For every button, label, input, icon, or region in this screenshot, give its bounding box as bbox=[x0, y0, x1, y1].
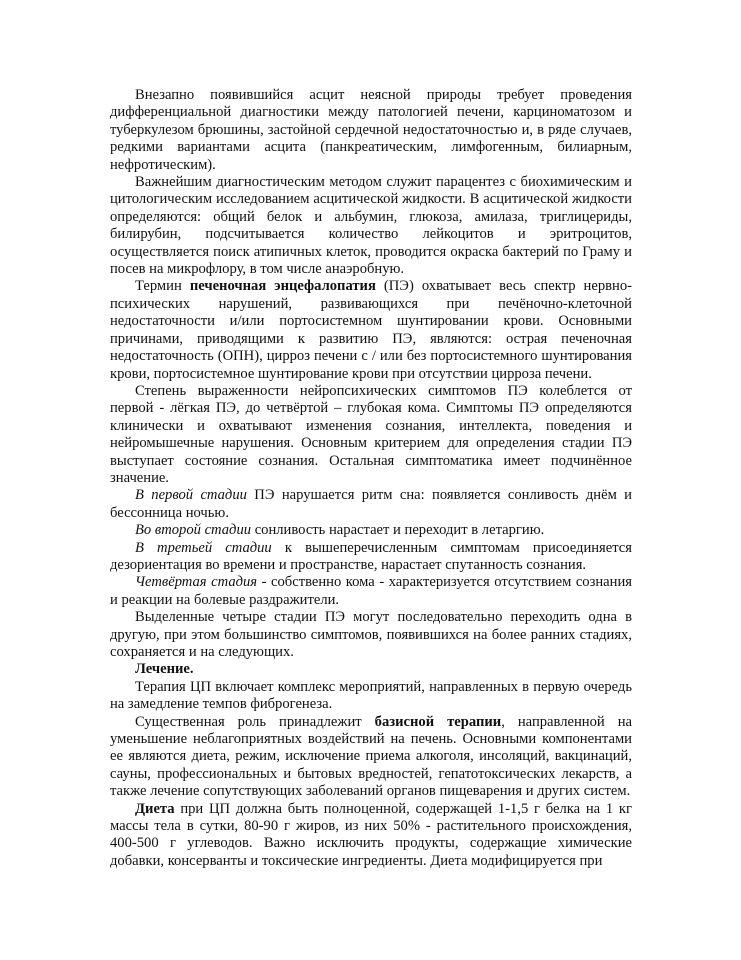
paragraph-stage-transition: Выделенные четыре стадии ПЭ могут последовательно переходить одна в другую, при этом большинство симптомов, появившихся на более ранних стадиях, сохраняется и на следующих. bbox=[110, 609, 632, 660]
italic-stage-four: Четвёртая стадия bbox=[135, 574, 258, 591]
paragraph-paracentesis: Важнейшим диагностическим методом служит парацентез с биохимическим и цитологическим исследованием асцитической жидкости. В асцитической жидкости определяются: общий белок и альбумин, глюкоза, амилаза, триглицериды, билирубин, подсчитывается количество лейкоцитов и эритроцитов, осуществляется поиск атипичных клеток, проводится окраска бактерий по Граму и посев на микрофлору, в том числе анаэробную. bbox=[110, 174, 632, 278]
paragraph-encephalopathy-definition bbox=[110, 278, 632, 382]
text-run: при ЦП должна быть полноценной, содержащей 1-1,5 г белка на 1 кг массы тела в сутки, 80-90 г жиров, из них 50% - растительного происхождения, 400-500 г углеводов. Важно исключить продукты, содержащие химические добавки, консерванты и токсические ингредиенты. Диета модифицируется при bbox=[110, 800, 632, 869]
paragraph-stage-two bbox=[110, 522, 632, 539]
bold-term-basic-therapy: базисной терапии bbox=[374, 713, 502, 730]
text-run: сонливость нарастает и переходит в летаргию. bbox=[251, 522, 545, 539]
paragraph-symptom-severity: Степень выраженности нейропсихических симптомов ПЭ колеблется от первой - лёгкая ПЭ, до четвёртой – глубокая кома. Симптомы ПЭ определяются клинически и охватывают изменения сознания, интеллекта, поведения и нейромышечные нарушения. Основным критерием для определения стадии ПЭ выступает состояние сознания. Остальная симптоматика имеет подчинённое значение. bbox=[110, 382, 632, 486]
paragraph-stage-one bbox=[110, 487, 632, 522]
italic-stage-two: Во второй стадии bbox=[135, 522, 252, 539]
text-run: ПЭ нарушается ритм сна: появляется сонливость днём и бессонница ночью. bbox=[110, 487, 632, 521]
italic-stage-three: В третьей стадии bbox=[135, 539, 272, 556]
italic-stage-one: В первой стадии bbox=[135, 487, 247, 504]
paragraph-stage-three bbox=[110, 540, 632, 575]
paragraph-diet bbox=[110, 801, 632, 871]
bold-term-encephalopathy: печеночная энцефалопатия bbox=[189, 278, 376, 295]
text-run: Термин bbox=[135, 278, 190, 295]
heading-treatment bbox=[110, 661, 632, 678]
paragraph-stage-four bbox=[110, 574, 632, 609]
text-run: (ПЭ) охватывает весь спектр нервно-психических нарушений, развивающихся при печёночно-клеточной недостаточности и/или портосистемном шунтировании крови. Основными причинами, приводящими к развитию ПЭ, являются: острая печеночная недостаточность (ОПН), цирроз печени с / или без портосистемного шунтирования крови, портосистемное шунтирование крови при отсутствии цирроза печени. bbox=[110, 278, 632, 382]
text-run: - собственно кома - характеризуется отсутствием сознания и реакции на болевые раздражители. bbox=[110, 574, 632, 608]
document-page bbox=[110, 87, 632, 870]
text-run: к вышеперечисленным симптомам присоединяется дезориентация во времени и пространстве, нарастает спутанность сознания. bbox=[110, 539, 632, 573]
paragraph-basic-therapy bbox=[110, 714, 632, 801]
paragraph-ascites-differential: Внезапно появившийся асцит неясной природы требует проведения дифференциальной диагностики между патологией печени, карциноматозом и туберкулезом брюшины, застойной сердечной недостаточностью и, в ряде случаев, редкими вариантами асцита (панкреатическим, лимфогенным, билиарным, нефротическим). bbox=[110, 87, 632, 173]
paragraph-therapy: Терапия ЦП включает комплекс мероприятий, направленных в первую очередь на замедление темпов фиброгенеза. bbox=[110, 678, 632, 713]
heading-treatment-label: Лечение. bbox=[135, 661, 194, 678]
bold-term-diet: Диета bbox=[135, 800, 175, 817]
text-run: Существенная роль принадлежит bbox=[135, 713, 375, 730]
text-run: , направленной на уменьшение неблагоприятных воздействий на печень. Основными компонентами ее являются диета, режим, исключение приема алкоголя, инсоляций, вакцинаций, сауны, профессиональных и бытовых вредностей, гепатотоксических лекарств, а также лечение сопутствующих заболеваний органов пищеварения и других систем. bbox=[110, 713, 632, 800]
